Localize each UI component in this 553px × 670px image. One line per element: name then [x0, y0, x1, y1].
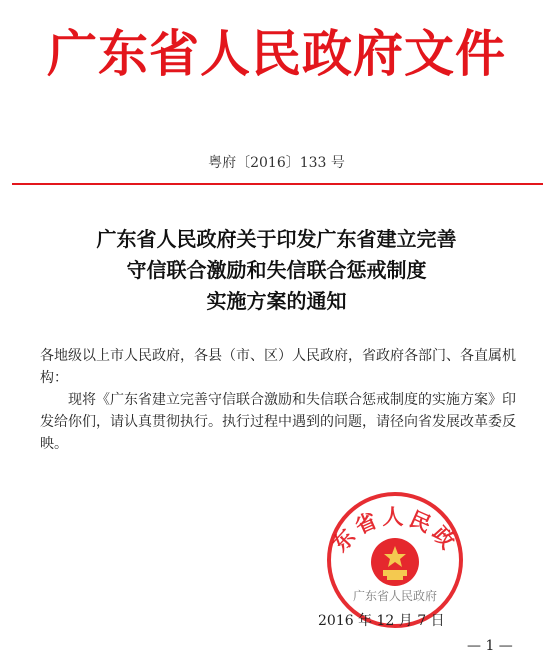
official-seal-stamp	[305, 488, 485, 628]
body-paragraph: 现将《广东省建立完善守信联合激励和失信联合惩戒制度的实施方案》印发给你们，请认真贯彻执行。执行过程中遇到的问题，请径向省发展改革委反映。	[40, 392, 516, 452]
national-emblem-icon	[371, 538, 419, 586]
notice-title-line-1: 广东省人民政府关于印发广东省建立完善	[96, 227, 457, 251]
notice-title-line-3: 实施方案的通知	[206, 289, 347, 313]
notice-title	[0, 224, 553, 317]
addressee-text: 各地级以上市人民政府，各县（市、区）人民政府，省政府各部门、各直属机构：	[40, 348, 516, 386]
document-header-title: 广东省人民政府文件	[47, 25, 506, 83]
page-number: — 1 —	[467, 638, 513, 654]
red-divider-line	[12, 183, 543, 185]
signature-date: 2016 年 12 月 7 日	[318, 613, 445, 629]
notice-title-line-2: 守信联合激励和失信联合惩戒制度	[126, 258, 427, 282]
document-number: 粤府〔2016〕133 号	[208, 155, 345, 171]
svg-text:东省人民政: 东省人民政	[328, 505, 462, 557]
svg-text:广东省人民政府: 广东省人民政府	[352, 589, 438, 603]
